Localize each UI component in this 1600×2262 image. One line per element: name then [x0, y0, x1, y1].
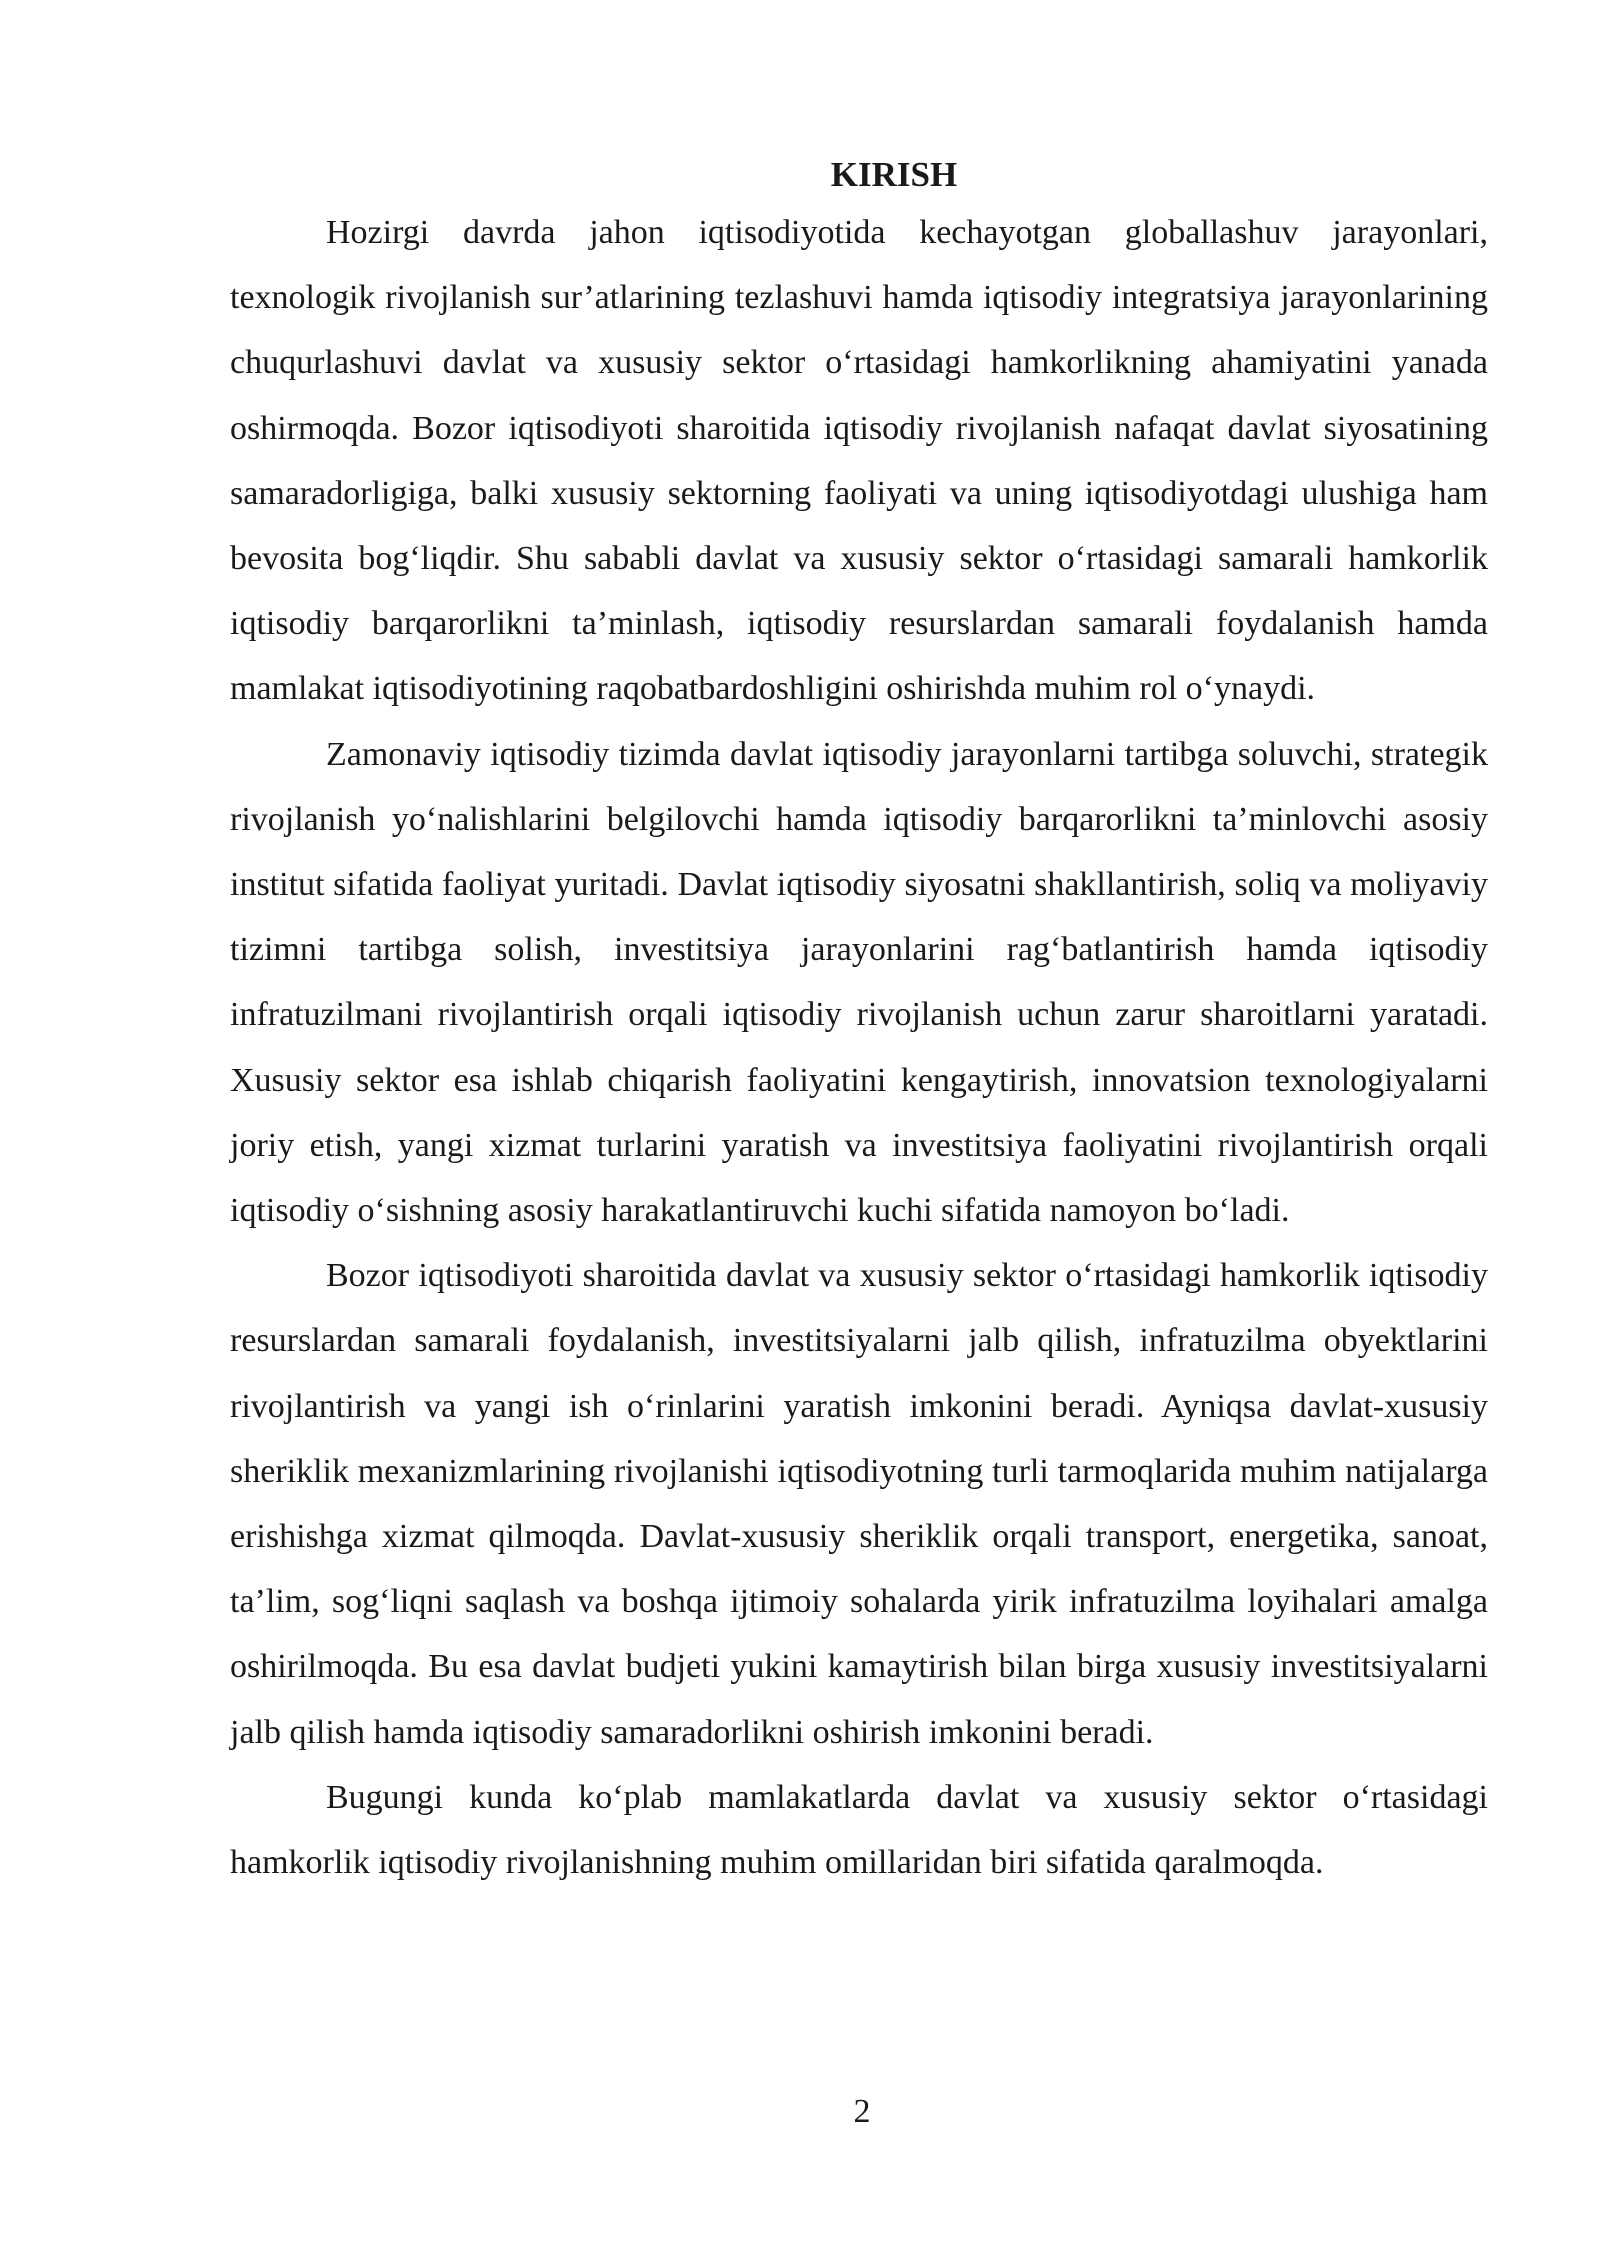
- paragraph: Bozor iqtisodiyoti sharoitida davlat va xususiy sektor o‘rtasidagi hamkorlik iqtisodiy resurslardan samarali foydalanish, investitsiyalarni jalb qilish, infratuzilma obyektlarini rivojlantirish va yangi ish o‘rinlarini yaratish imkonini beradi. Ayniqsa davlat-xususiy sheriklik mexanizmlarining rivojlanishi iqtisodiyotning turli tarmoqlarida muhim natijalarga erishishga xizmat qilmoqda. Davlat-xususiy sheriklik orqali transport, energetika, sanoat, ta’lim, sog‘liqni saqlash va boshqa ijtimoiy sohalarda yirik infratuzilma loyihalari amalga oshirilmoqda. Bu esa davlat budjeti yukini kamaytirish bilan birga xususiy investitsiyalarni jalb qilish hamda iqtisodiy samaradorlikni oshirish imkonini beradi.: [230, 1257, 1488, 1751]
- paragraph: Hozirgi davrda jahon iqtisodiyotida kechayotgan globallashuv jarayonlari, texnologik rivojlanish sur’atlarining tezlashuvi hamda iqtisodiy integratsiya jarayonlarining chuqurlashuvi davlat va xususiy sektor o‘rtasidagi hamkorlikning ahamiyatini yanada oshirmoqda. Bozor iqtisodiyoti sharoitida iqtisodiy rivojlanish nafaqat davlat siyosatining samaradorligiga, balki xususiy sektorning faoliyati va uning iqtisodiyotdagi ulushiga ham bevosita bog‘liqdir. Shu sababli davlat va xususiy sektor o‘rtasidagi samarali hamkorlik iqtisodiy barqarorlikni ta’minlash, iqtisodiy resurslardan samarali foydalanish hamda mamlakat iqtisodiyotining raqobatbardoshligini oshirishda muhim rol o‘ynaydi.: [230, 214, 1488, 708]
- page-number: 2: [853, 2093, 871, 2130]
- section-title: KIRISH: [830, 155, 958, 194]
- paragraph: Bugungi kunda ko‘plab mamlakatlarda davlat va xususiy sektor o‘rtasidagi hamkorlik iqtisodiy rivojlanishning muhim omillaridan biri sifatida qaralmoqda.: [230, 1778, 1488, 1882]
- paragraph: Zamonaviy iqtisodiy tizimda davlat iqtisodiy jarayonlarni tartibga soluvchi, strategik rivojlanish yo‘nalishlarini belgilovchi hamda iqtisodiy barqarorlikni ta’minlovchi asosiy institut sifatida faoliyat yuritadi. Davlat iqtisodiy siyosatni shakllantirish, soliq va moliyaviy tizimni tartibga solish, investitsiya jarayonlarini rag‘batlantirish hamda iqtisodiy infratuzilmani rivojlantirish orqali iqtisodiy rivojlanish uchun zarur sharoitlarni yaratadi. Xususiy sektor esa ishlab chiqarish faoliyatini kengaytirish, innovatsion texnologiyalarni joriy etish, yangi xizmat turlarini yaratish va investitsiya faoliyatini rivojlantirish orqali iqtisodiy o‘sishning asosiy harakatlantiruvchi kuchi sifatida namoyon bo‘ladi.: [230, 735, 1488, 1230]
- page-content: [230, 150, 1488, 1895]
